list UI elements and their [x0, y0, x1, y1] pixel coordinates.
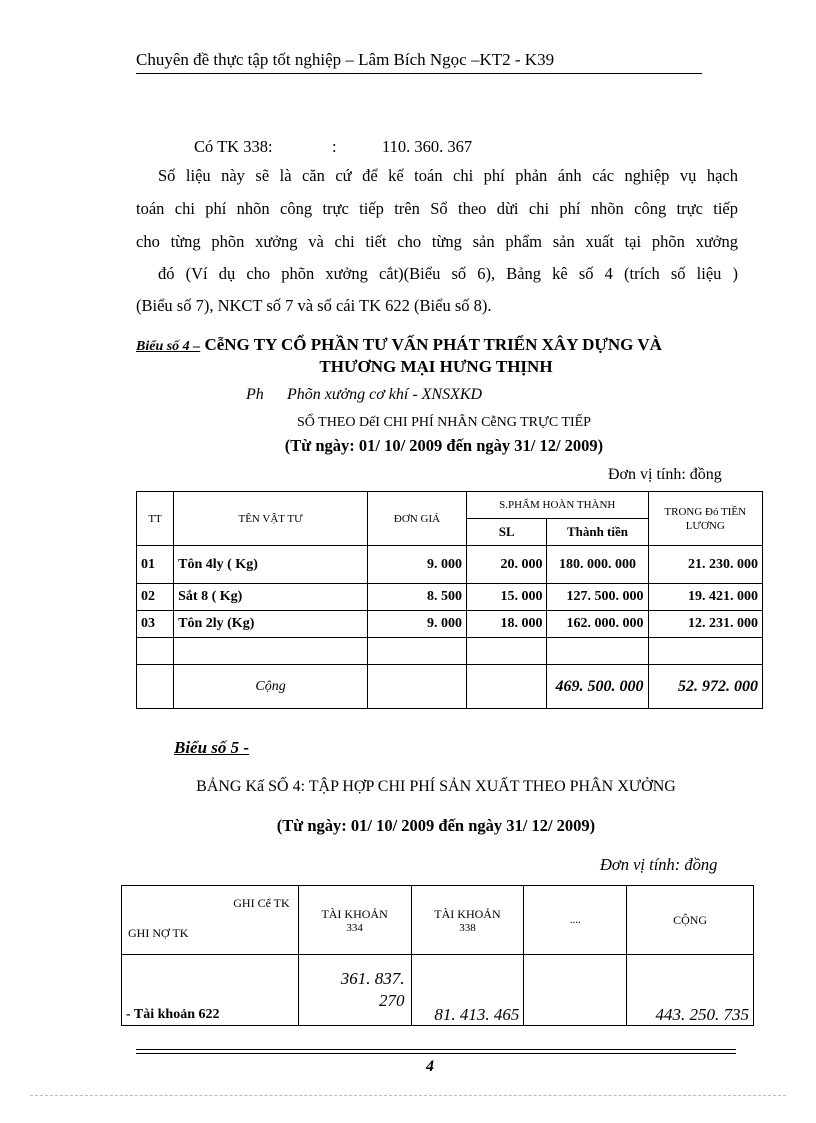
cell-don-gia: 8. 500: [368, 584, 467, 611]
cell-thanh-tien: 180. 000. 000: [547, 546, 648, 584]
co-tk-value: 110. 360. 367: [382, 137, 473, 156]
th-thanh-tien: Thành tiền: [547, 519, 648, 546]
para-line-1: Số liệu này sẽ là căn cứ để kế toán chi phí phản ánh các nghiệp vụ hạch: [158, 166, 738, 185]
th-tt: TT: [137, 492, 174, 546]
page-number: 4: [426, 1058, 434, 1075]
cell-ten: Tôn 2ly (Kg): [174, 611, 368, 638]
th-ghi-co: GHI Cể TK: [233, 896, 290, 910]
bieu4-title: SỔ THEO DếI CHI PHÍ NHÂN CễNG TRỰC TIẾP: [297, 415, 591, 430]
para-line-5: (Biểu số 7), NKCT số 7 và sổ cái TK 622 (Biểu số 8).: [136, 296, 492, 315]
th-dots: ....: [524, 886, 627, 955]
th-trong-do: TRONG Đó TIỀN LƯƠNG: [648, 492, 763, 546]
total-thanh-tien: 469. 500. 000: [547, 665, 648, 709]
cell-thanh-tien: 127. 500. 000: [547, 584, 648, 611]
th-tk334-num: 334: [346, 921, 363, 934]
bieu4-unit: Đơn vị tính: đồng: [608, 466, 722, 483]
page-break-line: [30, 1095, 786, 1096]
th-cong: CỘNG: [627, 886, 754, 955]
para-line-3: cho từng phõn xưởng và chi tiết cho từng sản phẩm sản xuất tại phõn xưởng: [136, 232, 738, 251]
table-total-row: [137, 665, 763, 709]
bieu5-title: BẢNG Kấ SỐ 4: TẬP HỢP CHI PHÍ SẢN XUẤT THEO PHÂN XƯỞNG: [196, 778, 676, 795]
table-row-empty: [137, 638, 763, 665]
bieu4-workshop: Phõn xưởng cơ khí - XNSXKD: [287, 386, 483, 403]
footer-rule-2: [136, 1053, 736, 1054]
th-ghi-no: GHI NỢ TK: [128, 926, 189, 940]
bieu4-sub-prefix: Ph: [246, 386, 264, 403]
cell-trong-do: 12. 231. 000: [648, 611, 763, 638]
th-don-gia: ĐƠN GIÁ: [368, 492, 467, 546]
th-sl: SL: [467, 519, 547, 546]
total-label: Cộng: [174, 665, 368, 709]
th-tk338-num: 338: [459, 921, 476, 934]
cell-sl: 20. 000: [467, 546, 547, 584]
bieu5-period: (Từ ngày: 01/ 10/ 2009 đến ngày 31/ 12/ 2009): [276, 816, 596, 835]
cell-tt: 03: [137, 611, 174, 638]
table-row: [137, 584, 763, 611]
header-rule: [136, 73, 702, 74]
th-tk338-label: TÀI KHOẢN: [434, 906, 501, 921]
row-cong: 443. 250. 735: [627, 955, 754, 1026]
cell-sl: 15. 000: [467, 584, 547, 611]
total-trong-do: 52. 972. 000: [648, 665, 763, 709]
table-row: [137, 546, 763, 584]
th-ghi-co-no: [122, 886, 299, 955]
bieu4-company-line1: CễNG TY CỔ PHẦN TƯ VẤN PHÁT TRIỂN XÂY DỰNG VÀ: [204, 335, 662, 354]
cell-trong-do: 19. 421. 000: [648, 584, 763, 611]
bieu4-table: [136, 491, 763, 709]
cell-don-gia: 9. 000: [368, 546, 467, 584]
bieu5-label: Biểu số 5 -: [174, 738, 250, 757]
cell-ten: Sắt 8 ( Kg): [174, 584, 368, 611]
row-tk338: 81. 413. 465: [411, 955, 524, 1026]
co-tk-colon: :: [332, 137, 337, 156]
th-group: S.PHẨM HOÀN THÀNH: [467, 492, 649, 519]
bieu5-unit: Đơn vị tính: đồng: [600, 855, 718, 874]
th-ten: TÊN VẬT TƯ: [174, 492, 368, 546]
cell-don-gia: 9. 000: [368, 611, 467, 638]
table-row: [137, 611, 763, 638]
table-row: [122, 955, 754, 1026]
bieu4-company-line2: THƯƠNG MẠI HƯNG THỊNH: [319, 357, 553, 376]
cell-ten: Tôn 4ly ( Kg): [174, 546, 368, 584]
cell-tt: 01: [137, 546, 174, 584]
th-tk338: [411, 886, 524, 955]
para-line-4: đó (Ví dụ cho phõn xưởng cắt)(Biểu số 6), Bảng kê số 4 (trích số liệu ): [158, 264, 738, 283]
bieu5-table: [121, 885, 754, 1026]
co-tk-label: Có TK 338:: [194, 137, 273, 156]
row-label: - Tài khoản 622: [122, 955, 299, 1026]
bieu4-label: Biểu số 4 –: [136, 339, 201, 354]
cell-thanh-tien: 162. 000. 000: [547, 611, 648, 638]
bieu4-period: (Từ ngày: 01/ 10/ 2009 đến ngày 31/ 12/ 2009): [284, 436, 604, 455]
th-tk334: [298, 886, 411, 955]
page-header: Chuyên đề thực tập tốt nghiệp – Lâm Bích Ngọc –KT2 - K39: [136, 50, 555, 69]
th-tk334-label: TÀI KHOẢN: [321, 906, 388, 921]
bieu4-heading: [136, 335, 662, 355]
cell-tt: 02: [137, 584, 174, 611]
footer-rule: [136, 1049, 736, 1050]
cell-trong-do: 21. 230. 000: [648, 546, 763, 584]
row-tk334: 361. 837. 270: [298, 955, 411, 1026]
cell-sl: 18. 000: [467, 611, 547, 638]
para-line-2: toán chi phí nhõn công trực tiếp trên Sổ theo dừi chi phí nhõn công trực tiếp: [136, 199, 738, 218]
